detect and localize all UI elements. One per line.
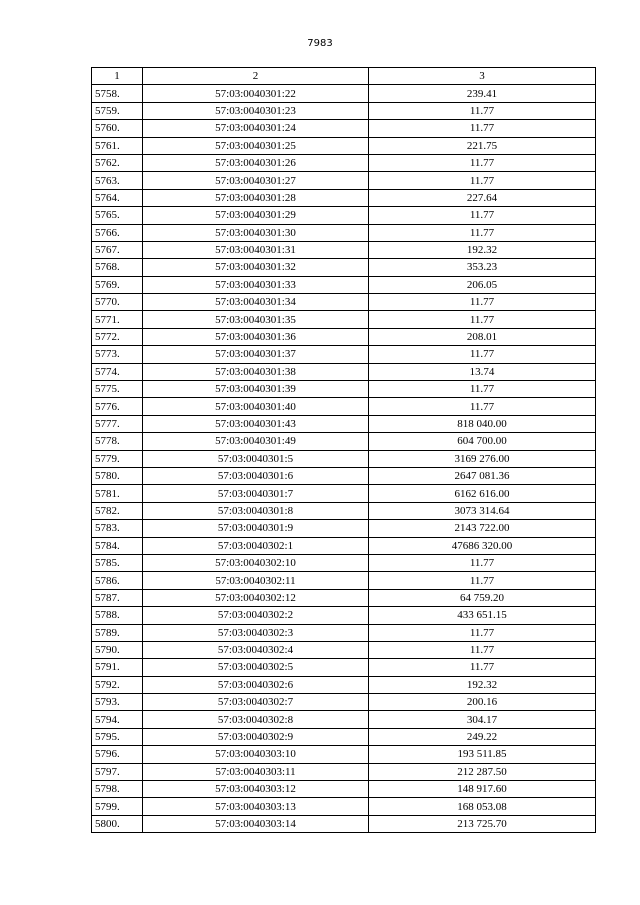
table-row bbox=[92, 676, 596, 693]
table-body bbox=[92, 85, 596, 833]
table-row bbox=[92, 763, 596, 780]
table-row bbox=[92, 520, 596, 537]
column-header-1: 1 bbox=[92, 68, 143, 85]
cadastral-number: 57:03:0040302:1 bbox=[143, 537, 369, 554]
cadastral-number: 57:03:0040301:39 bbox=[143, 381, 369, 398]
cadastral-value: 148 917.60 bbox=[369, 781, 596, 798]
table-row bbox=[92, 85, 596, 102]
cadastral-number: 57:03:0040303:14 bbox=[143, 815, 369, 832]
cadastral-number: 57:03:0040301:35 bbox=[143, 311, 369, 328]
row-number: 5788. bbox=[92, 607, 143, 624]
row-number: 5759. bbox=[92, 102, 143, 119]
row-number: 5794. bbox=[92, 711, 143, 728]
cadastral-value: 11.77 bbox=[369, 346, 596, 363]
row-number: 5786. bbox=[92, 572, 143, 589]
row-number: 5775. bbox=[92, 381, 143, 398]
row-number: 5764. bbox=[92, 189, 143, 206]
page-number: 7983 bbox=[307, 38, 333, 49]
table-row bbox=[92, 659, 596, 676]
cadastral-value: 11.77 bbox=[369, 659, 596, 676]
cadastral-number: 57:03:0040301:49 bbox=[143, 433, 369, 450]
cadastral-value: 212 287.50 bbox=[369, 763, 596, 780]
row-number: 5796. bbox=[92, 746, 143, 763]
cadastral-value: 11.77 bbox=[369, 381, 596, 398]
cadastral-value: 11.77 bbox=[369, 641, 596, 658]
table-row bbox=[92, 294, 596, 311]
row-number: 5784. bbox=[92, 537, 143, 554]
cadastral-number: 57:03:0040301:40 bbox=[143, 398, 369, 415]
cadastral-value: 6162 616.00 bbox=[369, 485, 596, 502]
row-number: 5758. bbox=[92, 85, 143, 102]
row-number: 5783. bbox=[92, 520, 143, 537]
table-row bbox=[92, 259, 596, 276]
cadastral-value: 604 700.00 bbox=[369, 433, 596, 450]
cadastral-number: 57:03:0040301:36 bbox=[143, 328, 369, 345]
cadastral-number: 57:03:0040301:9 bbox=[143, 520, 369, 537]
cadastral-value: 353.23 bbox=[369, 259, 596, 276]
cadastral-value: 239.41 bbox=[369, 85, 596, 102]
row-number: 5778. bbox=[92, 433, 143, 450]
table-row bbox=[92, 328, 596, 345]
row-number: 5790. bbox=[92, 641, 143, 658]
table-row bbox=[92, 537, 596, 554]
cadastral-number: 57:03:0040301:32 bbox=[143, 259, 369, 276]
row-number: 5795. bbox=[92, 728, 143, 745]
row-number: 5787. bbox=[92, 589, 143, 606]
row-number: 5789. bbox=[92, 624, 143, 641]
row-number: 5799. bbox=[92, 798, 143, 815]
row-number: 5781. bbox=[92, 485, 143, 502]
row-number: 5793. bbox=[92, 694, 143, 711]
cadastral-value: 11.77 bbox=[369, 224, 596, 241]
row-number: 5769. bbox=[92, 276, 143, 293]
cadastral-value: 11.77 bbox=[369, 172, 596, 189]
table-row bbox=[92, 554, 596, 571]
cadastral-value: 11.77 bbox=[369, 572, 596, 589]
cadastral-value: 64 759.20 bbox=[369, 589, 596, 606]
table-row bbox=[92, 624, 596, 641]
cadastral-number: 57:03:0040301:27 bbox=[143, 172, 369, 189]
row-number: 5772. bbox=[92, 328, 143, 345]
table-row bbox=[92, 172, 596, 189]
cadastral-value: 213 725.70 bbox=[369, 815, 596, 832]
table-row bbox=[92, 781, 596, 798]
row-number: 5760. bbox=[92, 120, 143, 137]
cadastral-value: 11.77 bbox=[369, 554, 596, 571]
row-number: 5800. bbox=[92, 815, 143, 832]
cadastral-number: 57:03:0040301:24 bbox=[143, 120, 369, 137]
row-number: 5766. bbox=[92, 224, 143, 241]
table-row bbox=[92, 502, 596, 519]
table-row bbox=[92, 589, 596, 606]
cadastral-value: 168 053.08 bbox=[369, 798, 596, 815]
row-number: 5792. bbox=[92, 676, 143, 693]
table-row bbox=[92, 607, 596, 624]
cadastral-value-table bbox=[91, 67, 596, 833]
row-number: 5779. bbox=[92, 450, 143, 467]
cadastral-number: 57:03:0040302:7 bbox=[143, 694, 369, 711]
cadastral-number: 57:03:0040303:10 bbox=[143, 746, 369, 763]
cadastral-number: 57:03:0040301:26 bbox=[143, 154, 369, 171]
row-number: 5777. bbox=[92, 415, 143, 432]
cadastral-value: 13.74 bbox=[369, 363, 596, 380]
cadastral-value: 221.75 bbox=[369, 137, 596, 154]
cadastral-number: 57:03:0040302:9 bbox=[143, 728, 369, 745]
table-row bbox=[92, 363, 596, 380]
cadastral-number: 57:03:0040301:23 bbox=[143, 102, 369, 119]
cadastral-value: 200.16 bbox=[369, 694, 596, 711]
cadastral-value: 11.77 bbox=[369, 624, 596, 641]
row-number: 5761. bbox=[92, 137, 143, 154]
table-row bbox=[92, 641, 596, 658]
cadastral-number: 57:03:0040301:8 bbox=[143, 502, 369, 519]
cadastral-value: 3073 314.64 bbox=[369, 502, 596, 519]
cadastral-number: 57:03:0040302:3 bbox=[143, 624, 369, 641]
cadastral-number: 57:03:0040302:4 bbox=[143, 641, 369, 658]
cadastral-value: 11.77 bbox=[369, 207, 596, 224]
row-number: 5771. bbox=[92, 311, 143, 328]
cadastral-value: 2647 081.36 bbox=[369, 467, 596, 484]
cadastral-value: 193 511.85 bbox=[369, 746, 596, 763]
table-row bbox=[92, 241, 596, 258]
table-row bbox=[92, 102, 596, 119]
table-row bbox=[92, 120, 596, 137]
cadastral-number: 57:03:0040301:22 bbox=[143, 85, 369, 102]
cadastral-number: 57:03:0040302:8 bbox=[143, 711, 369, 728]
cadastral-value: 3169 276.00 bbox=[369, 450, 596, 467]
cadastral-value: 249.22 bbox=[369, 728, 596, 745]
cadastral-value: 11.77 bbox=[369, 102, 596, 119]
cadastral-number: 57:03:0040302:6 bbox=[143, 676, 369, 693]
cadastral-number: 57:03:0040302:11 bbox=[143, 572, 369, 589]
table-row bbox=[92, 694, 596, 711]
table-row bbox=[92, 311, 596, 328]
table-row bbox=[92, 137, 596, 154]
row-number: 5780. bbox=[92, 467, 143, 484]
cadastral-number: 57:03:0040303:11 bbox=[143, 763, 369, 780]
row-number: 5765. bbox=[92, 207, 143, 224]
cadastral-value: 192.32 bbox=[369, 241, 596, 258]
cadastral-value: 11.77 bbox=[369, 294, 596, 311]
table-row bbox=[92, 467, 596, 484]
cadastral-value: 433 651.15 bbox=[369, 607, 596, 624]
row-number: 5774. bbox=[92, 363, 143, 380]
cadastral-number: 57:03:0040301:25 bbox=[143, 137, 369, 154]
table-row bbox=[92, 572, 596, 589]
table-row bbox=[92, 728, 596, 745]
cadastral-number: 57:03:0040302:2 bbox=[143, 607, 369, 624]
column-header-3: 3 bbox=[369, 68, 596, 85]
row-number: 5767. bbox=[92, 241, 143, 258]
table-row bbox=[92, 189, 596, 206]
column-header-2: 2 bbox=[143, 68, 369, 85]
cadastral-number: 57:03:0040301:43 bbox=[143, 415, 369, 432]
cadastral-number: 57:03:0040302:12 bbox=[143, 589, 369, 606]
cadastral-number: 57:03:0040301:7 bbox=[143, 485, 369, 502]
cadastral-value: 47686 320.00 bbox=[369, 537, 596, 554]
cadastral-number: 57:03:0040301:28 bbox=[143, 189, 369, 206]
row-number: 5770. bbox=[92, 294, 143, 311]
cadastral-number: 57:03:0040301:31 bbox=[143, 241, 369, 258]
row-number: 5776. bbox=[92, 398, 143, 415]
cadastral-number: 57:03:0040301:5 bbox=[143, 450, 369, 467]
cadastral-number: 57:03:0040301:29 bbox=[143, 207, 369, 224]
row-number: 5763. bbox=[92, 172, 143, 189]
cadastral-number: 57:03:0040301:37 bbox=[143, 346, 369, 363]
table-row bbox=[92, 433, 596, 450]
table-row bbox=[92, 276, 596, 293]
cadastral-value: 206.05 bbox=[369, 276, 596, 293]
row-number: 5773. bbox=[92, 346, 143, 363]
cadastral-number: 57:03:0040301:6 bbox=[143, 467, 369, 484]
row-number: 5797. bbox=[92, 763, 143, 780]
cadastral-value: 11.77 bbox=[369, 154, 596, 171]
row-number: 5768. bbox=[92, 259, 143, 276]
table-row bbox=[92, 798, 596, 815]
cadastral-number: 57:03:0040301:34 bbox=[143, 294, 369, 311]
table-row bbox=[92, 485, 596, 502]
cadastral-value: 304.17 bbox=[369, 711, 596, 728]
table-row bbox=[92, 746, 596, 763]
cadastral-number: 57:03:0040302:10 bbox=[143, 554, 369, 571]
cadastral-number: 57:03:0040303:12 bbox=[143, 781, 369, 798]
row-number: 5782. bbox=[92, 502, 143, 519]
cadastral-value: 818 040.00 bbox=[369, 415, 596, 432]
table-row bbox=[92, 381, 596, 398]
table-row bbox=[92, 398, 596, 415]
cadastral-value: 208.01 bbox=[369, 328, 596, 345]
row-number: 5762. bbox=[92, 154, 143, 171]
cadastral-number: 57:03:0040303:13 bbox=[143, 798, 369, 815]
table-row bbox=[92, 415, 596, 432]
table-row bbox=[92, 224, 596, 241]
table-row bbox=[92, 711, 596, 728]
cadastral-number: 57:03:0040301:30 bbox=[143, 224, 369, 241]
cadastral-number: 57:03:0040302:5 bbox=[143, 659, 369, 676]
cadastral-value: 227.64 bbox=[369, 189, 596, 206]
table-row bbox=[92, 815, 596, 832]
cadastral-number: 57:03:0040301:38 bbox=[143, 363, 369, 380]
table-row bbox=[92, 207, 596, 224]
table-header-row bbox=[92, 68, 596, 85]
cadastral-value: 11.77 bbox=[369, 120, 596, 137]
row-number: 5791. bbox=[92, 659, 143, 676]
cadastral-value: 192.32 bbox=[369, 676, 596, 693]
cadastral-value: 2143 722.00 bbox=[369, 520, 596, 537]
row-number: 5798. bbox=[92, 781, 143, 798]
cadastral-value: 11.77 bbox=[369, 311, 596, 328]
table-row bbox=[92, 346, 596, 363]
cadastral-number: 57:03:0040301:33 bbox=[143, 276, 369, 293]
row-number: 5785. bbox=[92, 554, 143, 571]
cadastral-value: 11.77 bbox=[369, 398, 596, 415]
table-row bbox=[92, 450, 596, 467]
table-row bbox=[92, 154, 596, 171]
